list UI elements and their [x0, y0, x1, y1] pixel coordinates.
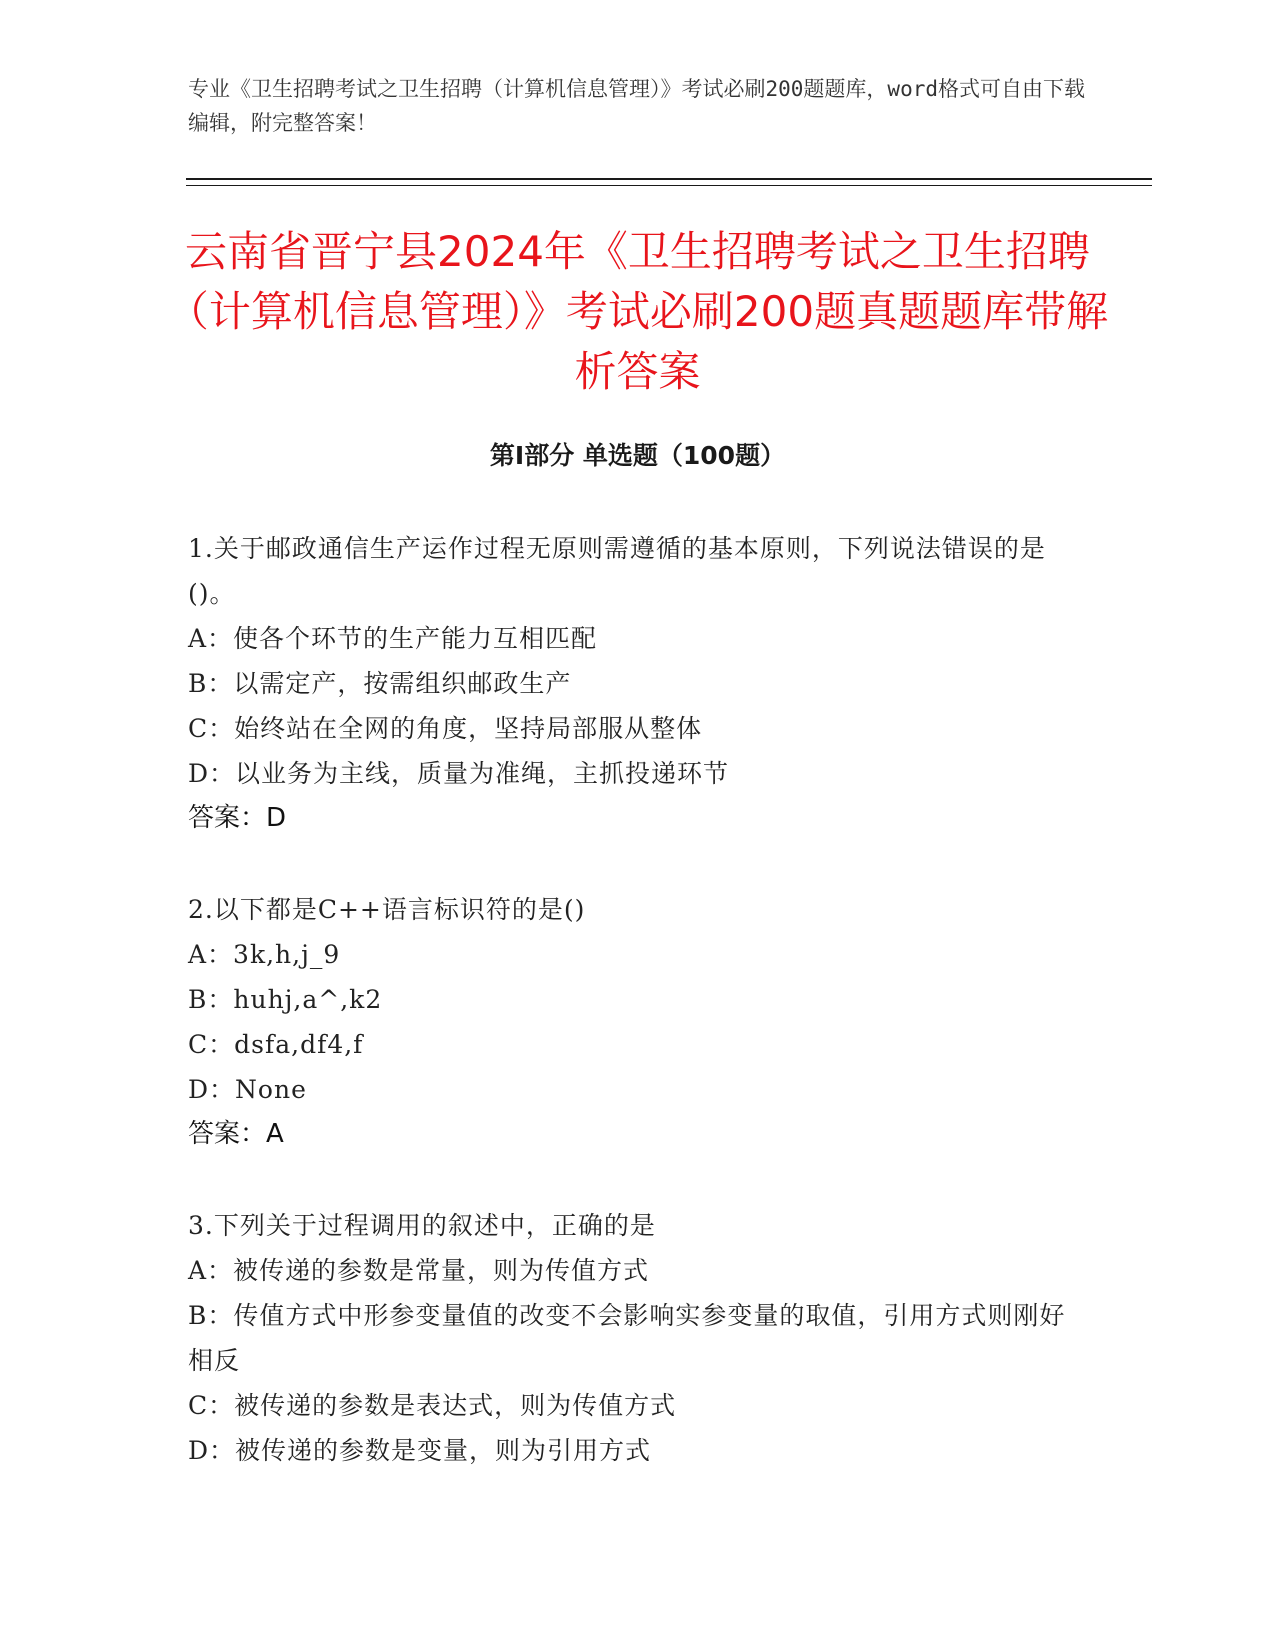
document-title: 云南省晋宁县2024年《卫生招聘考试之卫生招聘（计算机信息管理）》考试必刷200题真题题库带解析答案 — [166, 227, 1109, 396]
answer: 答案：D — [188, 803, 287, 833]
question-list — [188, 526, 1088, 1519]
header-note: 专业《卫生招聘考试之卫生招聘（计算机信息管理）》考试必刷200题题库，word格式可自由下载编辑，附完整答案！ — [188, 77, 1085, 135]
header-divider-thin — [186, 185, 1152, 186]
option-d: D：以业务为主线，质量为准绳，主抓投递环节 — [188, 759, 730, 788]
question-stem: 3.下列关于过程调用的叙述中，正确的是 — [188, 1211, 656, 1240]
question-1 — [188, 526, 1088, 841]
option-c: C：dsfa,df4,f — [188, 1030, 364, 1059]
option-b: B：传值方式中形参变量值的改变不会影响实参变量的取值，引用方式则刚好相反 — [188, 1301, 1066, 1375]
header-divider-thick — [186, 178, 1152, 180]
option-c: C：被传递的参数是表达式，则为传值方式 — [188, 1391, 677, 1420]
option-b: B：以需定产，按需组织邮政生产 — [188, 669, 572, 698]
option-a: A：使各个环节的生产能力互相匹配 — [188, 624, 598, 653]
option-a: A：被传递的参数是常量，则为传值方式 — [188, 1256, 650, 1285]
section-title: 第Ⅰ部分 单选题（100题） — [489, 441, 786, 470]
option-d: D：None — [188, 1075, 307, 1104]
option-d: D：被传递的参数是变量，则为引用方式 — [188, 1436, 652, 1465]
option-b: B：huhj,a^,k2 — [188, 985, 383, 1014]
question-stem: 1.关于邮政通信生产运作过程无原则需遵循的基本原则，下列说法错误的是()。 — [188, 534, 1046, 608]
option-c: C：始终站在全网的角度，坚持局部服从整体 — [188, 714, 703, 743]
question-2 — [188, 887, 1088, 1157]
option-a: A：3k,h,j_9 — [188, 940, 341, 969]
question-3 — [188, 1203, 1088, 1473]
question-stem: 2.以下都是C++语言标识符的是() — [188, 895, 586, 924]
answer: 答案：A — [188, 1119, 284, 1149]
